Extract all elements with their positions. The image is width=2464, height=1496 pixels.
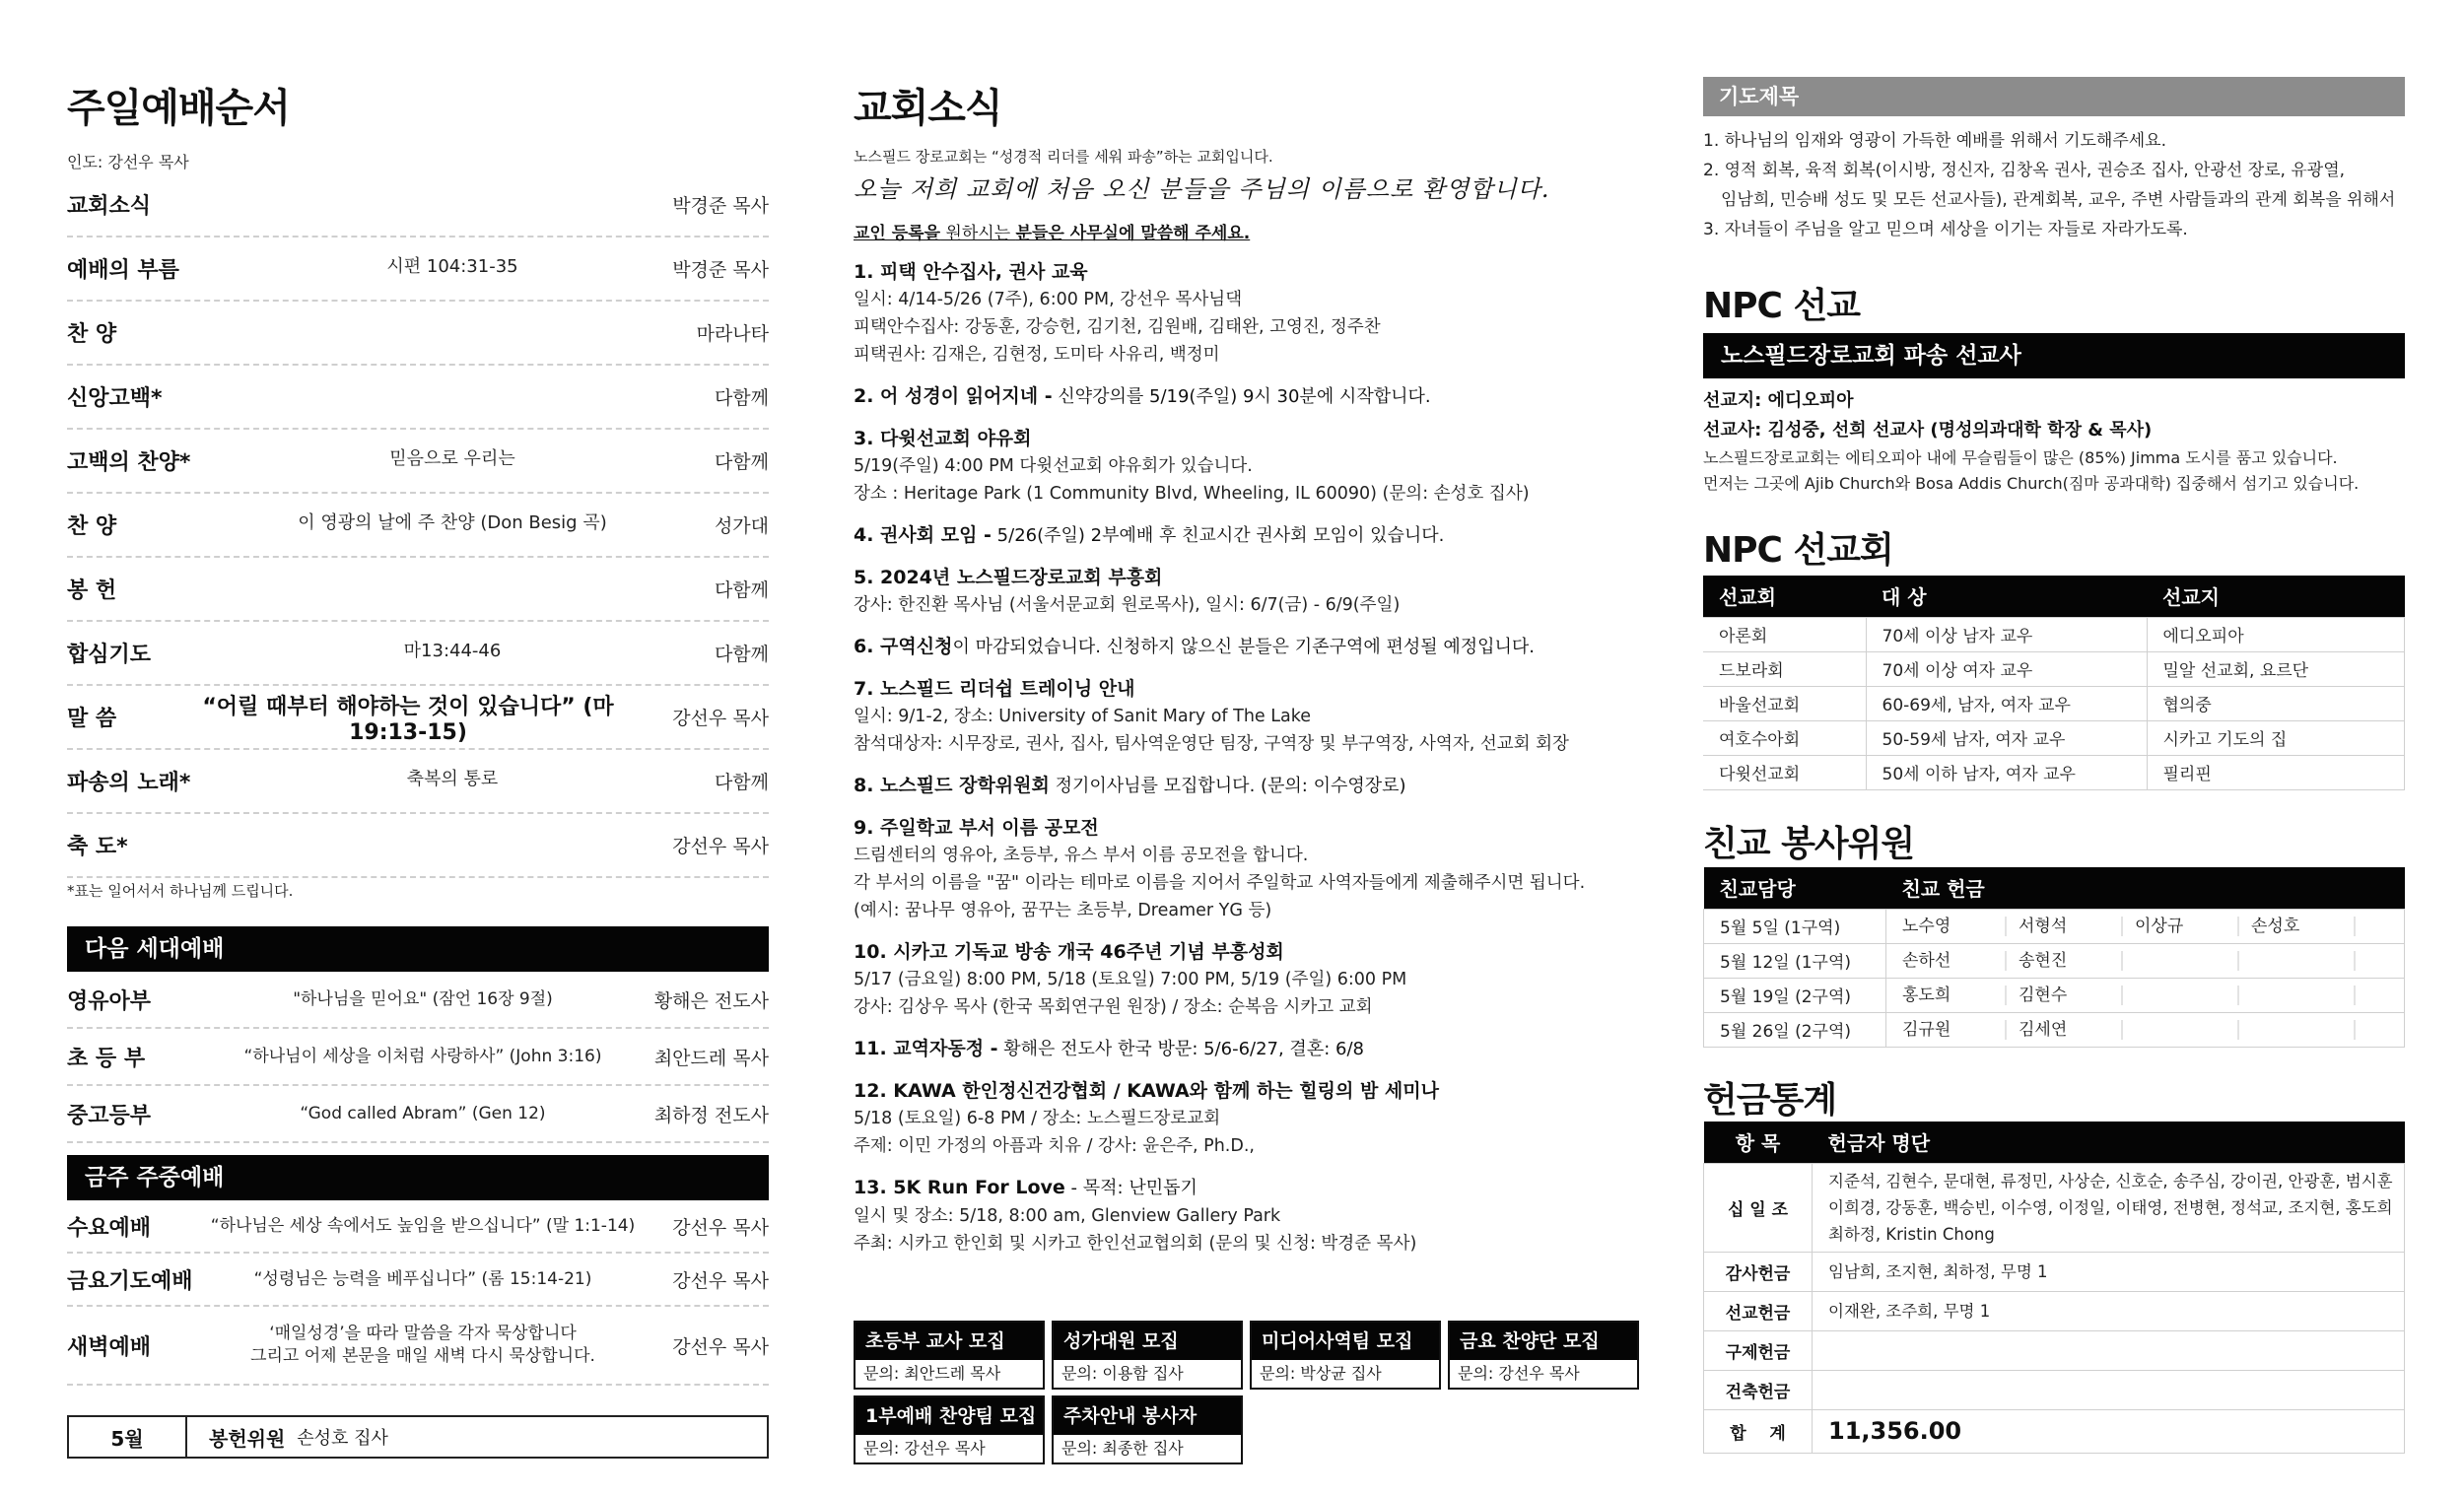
worship-item-detail <box>264 842 641 850</box>
news-heading <box>854 521 1603 550</box>
table-row <box>1704 1291 2405 1330</box>
society-name: 아론회 <box>1703 617 1866 651</box>
registration-text-b: 원하시는 <box>940 224 1016 243</box>
news-item <box>854 814 1603 924</box>
news-heading <box>854 633 1603 661</box>
news-heading <box>854 425 1603 452</box>
worship-leader: 인도: 강선우 목사 <box>67 153 189 171</box>
news-heading-text: 9. 주일학교 부서 이름 공모전 <box>854 817 1099 839</box>
society-name: 드보라회 <box>1703 651 1866 686</box>
society-target: 60-69세, 남자, 여자 교우 <box>1866 686 2147 720</box>
news-heading-text: 13. 5K Run For Love <box>854 1177 1065 1198</box>
total-amount: 11,356.00 <box>1813 1409 2405 1453</box>
worship-row <box>67 238 769 302</box>
table-row <box>1704 1370 2405 1409</box>
volunteer-name <box>2251 986 2356 1005</box>
worship-row <box>67 366 769 430</box>
table-row <box>1703 651 2405 686</box>
news-item <box>854 382 1603 411</box>
society-field: 협의중 <box>2147 686 2405 720</box>
donor-names: 이재완, 조주희, 무명 1 <box>1813 1291 2405 1330</box>
recruit-title: 금요 찬양단 모집 <box>1450 1323 1637 1360</box>
worship-item-label: 예배의 부름 <box>67 258 179 283</box>
worship-row <box>67 622 769 686</box>
mission-field: 선교지: 에디오피아 <box>1703 390 1854 411</box>
offering-committee-box <box>67 1415 769 1459</box>
volunteer-name <box>2251 951 2356 971</box>
donor-names <box>1813 1330 2405 1370</box>
news-list <box>854 258 1603 1271</box>
column-header: 헌금자 명단 <box>1813 1122 2405 1163</box>
worship-item-detail: 시편 104:31-35 <box>386 255 518 277</box>
column-header: 친교담당 <box>1704 867 1886 909</box>
worship-item-detail <box>264 329 641 337</box>
volunteer-name: 김세연 <box>2019 1020 2123 1040</box>
worship-row <box>67 430 769 494</box>
news-line: 일시: 4/14-5/26 (7주), 6:00 PM, 강선우 목사님댁 <box>854 290 1243 309</box>
dept-leader: 최안드레 목사 <box>653 1047 769 1069</box>
worship-item-detail: 마13:44-46 <box>403 640 502 661</box>
news-heading <box>854 1174 1603 1202</box>
society-target: 50-59세 남자, 여자 교우 <box>1866 720 2147 755</box>
weekday-worship-list <box>67 1200 769 1386</box>
column-header: 친교 헌금 <box>1886 867 2405 909</box>
worship-item-detail <box>264 585 641 593</box>
news-line: 참석대상자: 시무장로, 권사, 집사, 팀사역운영단 팀장, 구역장 및 부구역장, 사역자, 선교회 회장 <box>854 734 1569 754</box>
table-header-row <box>1704 1122 2405 1163</box>
volunteer-name: 서형석 <box>2019 917 2123 936</box>
recruit-contact: 문의: 이용함 집사 <box>1061 1364 1184 1383</box>
news-heading-text: 4. 권사회 모임 - <box>854 524 992 546</box>
worship-item-detail: 믿음으로 우리는 <box>389 447 515 469</box>
service-leader: 강선우 목사 <box>672 1216 769 1239</box>
society-name: 바울선교회 <box>1703 686 1866 720</box>
volunteer-name <box>2135 951 2239 971</box>
next-gen-list <box>67 972 769 1143</box>
news-heading-text: 12. KAWA 한인정신건강협회 / KAWA와 함께 하는 힐링의 밤 세미나 <box>854 1080 1439 1102</box>
table-row <box>1704 978 2405 1012</box>
offering-category: 선교헌금 <box>1704 1291 1813 1330</box>
recruit-title: 성가대원 모집 <box>1054 1323 1241 1360</box>
worship-item-leader: 박경준 목사 <box>672 195 769 217</box>
recruit-card <box>1052 1395 1243 1464</box>
society-field: 필리핀 <box>2147 755 2405 789</box>
worship-order-list <box>67 173 769 878</box>
standing-note: *표는 일어서서 하나님께 드립니다. <box>67 882 294 900</box>
news-line: (예시: 꿈나무 영유아, 꿈꾸는 초등부, Dreamer YG 등) <box>854 901 1272 920</box>
recruit-contact: 문의: 박상균 집사 <box>1260 1364 1382 1383</box>
service-sermon <box>205 1323 641 1368</box>
dept-label: 중고등부 <box>67 1103 152 1128</box>
total-label: 합 계 <box>1704 1409 1813 1453</box>
worship-item-label: 말 씀 <box>67 707 117 731</box>
news-line: 일시: 9/1-2, 장소: University of Sanit Mary of The Lake <box>854 707 1311 726</box>
offering-category: 감사헌금 <box>1704 1252 1813 1291</box>
news-line: 장소 : Heritage Park (1 Community Blvd, Wheeling, IL 60090) (문의: 손성호 집사) <box>854 484 1530 504</box>
missionary-names: 선교사: 김성중, 선희 선교사 (명성의과대학 학장 & 목사) <box>1703 420 2153 441</box>
news-line: 주최: 시카고 한인회 및 시카고 한인선교협의회 (문의 및 신청: 박경준 목사) <box>854 1234 1417 1254</box>
worship-item-leader: 강선우 목사 <box>672 836 769 857</box>
missionary-header: 노스필드장로교회 파송 선교사 <box>1703 333 2405 378</box>
offering-category: 십 일 조 <box>1704 1163 1813 1252</box>
registration-text-c: 분들은 사무실에 말씀해 주세요. <box>1015 224 1251 243</box>
worship-row <box>67 558 769 622</box>
donor-names: 지준석, 김현수, 문대현, 류정민, 사상순, 신호순, 송주심, 강이권, 안광훈, 범시훈 이희경, 강동훈, 백승빈, 이수영, 이정일, 이태영, 전병현, 정석교, 조지현, 홍도희 최하정, Kristin Chong <box>1813 1163 2405 1252</box>
service-label: 금요기도예배 <box>67 1268 193 1294</box>
table-row <box>1703 686 2405 720</box>
worship-item-detail <box>264 393 641 401</box>
news-heading-text: 3. 다윗선교회 야유회 <box>854 428 1032 449</box>
news-item <box>854 564 1603 619</box>
service-label: 수요예배 <box>67 1215 152 1241</box>
next-gen-row <box>67 1086 769 1143</box>
dept-leader: 최하정 전도사 <box>653 1104 769 1126</box>
news-item <box>854 1174 1603 1258</box>
news-inline-text: 5/26(주일) 2부예배 후 친교시간 권사회 모임이 있습니다. <box>991 525 1445 546</box>
worship-item-leader: 마라나타 <box>696 323 769 345</box>
dept-label: 초 등 부 <box>67 1046 146 1071</box>
column-header: 선교지 <box>2147 576 2405 617</box>
news-title: 교회소식 <box>854 86 1002 131</box>
worship-row <box>67 302 769 366</box>
column-header: 대 상 <box>1866 576 2147 617</box>
worship-item-leader: 다함께 <box>714 387 769 409</box>
missionary-info <box>1703 386 2405 497</box>
news-line: 강사: 한진환 목사님 (서울서문교회 원로목사), 일시: 6/7(금) - 6/9(주일) <box>854 595 1401 615</box>
news-heading <box>854 258 1603 286</box>
dept-leader: 황해은 전도사 <box>653 989 769 1012</box>
prayer-header: 기도제목 <box>1703 77 2405 116</box>
recruit-title: 1부예배 찬양팀 모집 <box>856 1397 1043 1435</box>
worship-row <box>67 173 769 238</box>
sermon-title: “어릴 때부터 해야하는 것이 있습니다” (마 19:13-15) <box>202 694 614 745</box>
recruit-card <box>854 1321 1045 1390</box>
volunteer-name: 노수영 <box>1902 917 2007 936</box>
prayer-item: 3. 자녀들이 주님을 알고 믿으며 세상을 이기는 자들로 자라가도록. <box>1703 220 2188 239</box>
recruit-card <box>1448 1321 1639 1390</box>
table-row-total <box>1704 1409 2405 1453</box>
service-sermon: “성령님은 능력을 베푸십니다” (롬 15:14-21) <box>253 1268 592 1289</box>
news-inline-text: 신약강의를 5/19(주일) 9시 30분에 시작합니다. <box>1052 386 1431 407</box>
news-line: 강사: 김상우 목사 (한국 목회연구원 원장) / 장소: 순복음 시카고 교회 <box>854 997 1373 1017</box>
weekday-row <box>67 1307 769 1386</box>
worship-item-label: 봉 헌 <box>67 578 117 603</box>
table-header-row <box>1704 867 2405 909</box>
worship-order-title: 주일예배순서 <box>67 86 290 131</box>
worship-item-label: 신앙고백* <box>67 386 163 411</box>
news-heading <box>854 1035 1603 1063</box>
worship-item-label: 찬 양 <box>67 514 117 539</box>
table-row <box>1703 755 2405 789</box>
news-heading <box>854 564 1603 591</box>
recruit-contact: 문의: 강선우 목사 <box>1458 1364 1580 1383</box>
table-row <box>1704 1252 2405 1291</box>
offering-stats-table <box>1703 1122 2405 1454</box>
society-name: 여호수아회 <box>1703 720 1866 755</box>
welcome-message: 오늘 저희 교회에 처음 오신 분들을 주님의 이름으로 환영합니다. <box>854 175 1550 203</box>
worship-item-leader: 다함께 <box>714 644 769 665</box>
news-item <box>854 1035 1603 1063</box>
news-heading <box>854 1077 1603 1105</box>
news-inline-text: 정기이사님를 모집합니다. (문의: 이수영장로) <box>1049 776 1406 796</box>
news-inline-text: - 목적: 난민돕기 <box>1064 1178 1198 1198</box>
news-item <box>854 425 1603 508</box>
worship-item-leader: 다함께 <box>714 451 769 473</box>
recruit-card <box>1052 1321 1243 1390</box>
fellowship-title: 친교 봉사위원 <box>1703 824 1915 864</box>
worship-item-detail: 이 영광의 날에 주 찬양 (Don Besig 곡) <box>298 511 607 533</box>
recruit-card <box>1250 1321 1441 1390</box>
offering-category: 건축헌금 <box>1704 1370 1813 1409</box>
news-heading <box>854 675 1603 703</box>
dept-sermon: “하나님이 세상을 이처럼 사랑하사” (John 3:16) <box>243 1046 602 1066</box>
weekday-row <box>67 1254 769 1307</box>
volunteer-name: 이상규 <box>2135 917 2239 936</box>
society-field: 에디오피아 <box>2147 617 2405 651</box>
worship-item-leader: 다함께 <box>714 772 769 793</box>
next-gen-header: 다음 세대예배 <box>67 926 769 972</box>
service-sermon-line1: ‘매일성경’을 따라 말씀을 각자 묵상합니다 <box>269 1324 577 1343</box>
recruitment-grid <box>854 1321 1603 1464</box>
news-heading-text: 5. 2024년 노스필드장로교회 부흥회 <box>854 567 1163 588</box>
society-name: 다윗선교회 <box>1703 755 1866 789</box>
worship-item-leader: 다함께 <box>714 579 769 601</box>
table-row <box>1704 1330 2405 1370</box>
news-heading <box>854 382 1603 411</box>
worship-item-leader: 강선우 목사 <box>672 708 769 729</box>
worship-row <box>67 750 769 814</box>
news-item <box>854 675 1603 758</box>
news-heading-text: 2. 어 성경이 읽어지네 - <box>854 385 1053 407</box>
prayer-list <box>1703 126 2405 244</box>
news-heading-text: 11. 교역자동정 - <box>854 1038 998 1059</box>
news-line: 5/18 (토요일) 6-8 PM / 장소: 노스필드장로교회 <box>854 1109 1221 1128</box>
prayer-item-continuation: 임남희, 민승배 성도 및 모든 선교사들), 관계회복, 교우, 주변 사람들과의 관계 회복을 위해서 <box>1721 190 2396 210</box>
registration-text-a: 교인 등록을 <box>854 224 941 243</box>
column-header: 항 목 <box>1704 1122 1813 1163</box>
committee-name: 손성호 집사 <box>297 1428 388 1449</box>
table-row <box>1704 1012 2405 1047</box>
news-item <box>854 258 1603 369</box>
column-header: 선교회 <box>1703 576 1866 617</box>
recruit-title: 주차안내 봉사자 <box>1054 1397 1241 1435</box>
news-inline-text: 황해은 전도사 한국 방문: 5/6-6/27, 결혼: 6/8 <box>997 1039 1364 1059</box>
committee-month: 5월 <box>69 1417 187 1457</box>
registration-note <box>854 219 1250 243</box>
service-leader: 강선우 목사 <box>672 1269 769 1292</box>
volunteer-name: 홍도희 <box>1902 986 2007 1005</box>
dept-sermon: "하나님을 믿어요" (잠언 16장 9절) <box>293 988 553 1009</box>
news-line: 각 부서의 이름을 "꿈" 이라는 테마로 이름을 지어서 주일학교 사역자들에게 제출해주시면 됩니다. <box>854 873 1586 893</box>
news-line: 5/19(주일) 4:00 PM 다윗선교회 야유회가 있습니다. <box>854 456 1253 476</box>
npc-societies-table <box>1703 576 2405 790</box>
society-target: 70세 이상 여자 교우 <box>1866 651 2147 686</box>
volunteer-name: 김규원 <box>1902 1020 2007 1040</box>
recruit-title: 초등부 교사 모집 <box>856 1323 1043 1360</box>
donor-names: 임남희, 조지현, 최하정, 무명 1 <box>1813 1252 2405 1291</box>
news-heading <box>854 814 1603 842</box>
worship-item-label: 고백의 찬양* <box>67 450 191 475</box>
donor-names <box>1813 1370 2405 1409</box>
fellowship-names <box>1886 978 2405 1012</box>
news-item <box>854 521 1603 550</box>
society-field: 시카고 기도의 집 <box>2147 720 2405 755</box>
worship-item-leader: 성가대 <box>714 515 769 537</box>
weekday-row <box>67 1200 769 1254</box>
worship-row <box>67 814 769 878</box>
recruit-title: 미디어사역팀 모집 <box>1252 1323 1439 1360</box>
volunteer-name: 김현수 <box>2019 986 2123 1005</box>
recruit-contact: 문의: 강선우 목사 <box>863 1439 986 1458</box>
service-leader: 강선우 목사 <box>672 1335 769 1358</box>
news-item <box>854 772 1603 800</box>
fellowship-names <box>1886 1012 2405 1047</box>
committee-body <box>187 1417 767 1457</box>
worship-row-sermon <box>67 686 769 750</box>
fellowship-names <box>1886 909 2405 943</box>
worship-item-leader: 박경준 목사 <box>672 259 769 281</box>
worship-item-detail: 축복의 통로 <box>406 768 499 789</box>
news-line: 일시 및 장소: 5/18, 8:00 am, Glenview Gallery Park <box>854 1206 1281 1226</box>
news-heading-text: 7. 노스필드 리더쉽 트레이닝 안내 <box>854 678 1135 700</box>
volunteer-name <box>2135 1020 2239 1040</box>
mission-description: 노스필드장로교회는 에티오피아 내에 무슬림들이 많은 (85%) Jimma 도시를 품고 있습니다. <box>1703 448 2338 467</box>
volunteer-name: 손하선 <box>1902 951 2007 971</box>
table-row <box>1704 909 2405 943</box>
news-heading-text: 1. 피택 안수집사, 권사 교육 <box>854 261 1088 283</box>
volunteer-name <box>2135 986 2239 1005</box>
volunteer-name: 손성호 <box>2251 917 2356 936</box>
news-heading-text: 10. 시카고 기독교 방송 개국 46주년 기념 부흥성회 <box>854 941 1284 963</box>
worship-item-label: 교회소식 <box>67 194 152 219</box>
volunteer-name: 송현진 <box>2019 951 2123 971</box>
service-sermon: “하나님은 세상 속에서도 높임을 받으십니다” (말 1:1-14) <box>210 1215 636 1236</box>
society-target: 50세 이하 남자, 여자 교우 <box>1866 755 2147 789</box>
news-line: 5/17 (금요일) 8:00 PM, 5/18 (토요일) 7:00 PM, 5/19 (주일) 6:00 PM <box>854 970 1407 989</box>
society-target: 70세 이상 남자 교우 <box>1866 617 2147 651</box>
recruit-contact: 문의: 최종한 집사 <box>1061 1439 1184 1458</box>
news-item <box>854 938 1603 1021</box>
table-header-row <box>1703 576 2405 617</box>
offering-stats-title: 헌금통계 <box>1703 1080 1837 1121</box>
mission-description: 먼저는 그곳에 Ajib Church와 Bosa Addis Church(짐마 공과대학) 집중해서 섬기고 있습니다. <box>1703 474 2360 493</box>
service-sermon-line2: 그리고 어제 본문을 매일 새벽 다시 묵상합니다. <box>250 1346 595 1366</box>
fellowship-date: 5월 5일 (1구역) <box>1704 909 1886 943</box>
committee-label: 봉헌위원 <box>209 1426 286 1451</box>
news-line: 드림센터의 영유아, 초등부, 유스 부서 이름 공모전을 합니다. <box>854 846 1309 865</box>
news-heading <box>854 938 1603 966</box>
worship-row <box>67 494 769 558</box>
npc-mission-title: NPC 선교 <box>1703 286 1861 326</box>
recruit-contact: 문의: 최안드레 목사 <box>863 1364 1001 1383</box>
volunteer-name <box>2251 1020 2356 1040</box>
dept-sermon: “God called Abram” (Gen 12) <box>300 1103 546 1123</box>
fellowship-date: 5월 12일 (1구역) <box>1704 943 1886 978</box>
service-label: 새벽예배 <box>67 1334 152 1360</box>
news-heading-text: 8. 노스필드 장학위원회 <box>854 775 1050 796</box>
worship-item-detail <box>264 201 641 209</box>
table-row <box>1703 720 2405 755</box>
society-field: 밀알 선교회, 요르단 <box>2147 651 2405 686</box>
fellowship-date: 5월 19일 (2구역) <box>1704 978 1886 1012</box>
news-heading-text: 6. 구역신청 <box>854 636 953 657</box>
news-heading <box>854 772 1603 800</box>
news-item <box>854 1077 1603 1160</box>
news-line: 피택안수집사: 강동훈, 강승헌, 김기천, 김원배, 김태완, 고영진, 정주찬 <box>854 317 1381 337</box>
offering-category: 구제헌금 <box>1704 1330 1813 1370</box>
worship-item-label: 합심기도 <box>67 643 152 667</box>
dept-label: 영유아부 <box>67 988 152 1014</box>
church-motto: 노스필드 장로교회는 “성경적 리더를 세워 파송”하는 교회입니다. <box>854 148 1273 166</box>
fellowship-names <box>1886 943 2405 978</box>
table-row <box>1704 943 2405 978</box>
table-row <box>1704 1163 2405 1252</box>
worship-item-label: 찬 양 <box>67 322 117 347</box>
news-inline-text: 이 마감되었습니다. 신청하지 않으신 분들은 기존구역에 편성될 예정입니다. <box>952 637 1536 657</box>
worship-item-label: 축 도* <box>67 835 128 859</box>
fellowship-date: 5월 26일 (2구역) <box>1704 1012 1886 1047</box>
table-row <box>1703 617 2405 651</box>
news-line: 주제: 이민 가정의 아픔과 치유 / 강사: 윤은주, Ph.D., <box>854 1136 1255 1156</box>
next-gen-row <box>67 1029 769 1086</box>
recruit-card <box>854 1395 1045 1464</box>
npc-societies-title: NPC 선교회 <box>1703 530 1893 571</box>
weekday-worship-header: 금주 주중예배 <box>67 1155 769 1200</box>
prayer-item: 1. 하나님의 임재와 영광이 가득한 예배를 위해서 기도해주세요. <box>1703 131 2166 151</box>
fellowship-table <box>1703 867 2405 1048</box>
next-gen-row <box>67 972 769 1029</box>
worship-item-label: 파송의 노래* <box>67 771 191 795</box>
news-line: 피택권사: 김재은, 김현정, 도미타 사유리, 백정미 <box>854 345 1220 365</box>
prayer-item: 2. 영적 회복, 육적 회복(이시방, 정신자, 김창옥 권사, 권승조 집사, 안광선 장로, 유광열, <box>1703 161 2346 180</box>
news-item <box>854 633 1603 661</box>
